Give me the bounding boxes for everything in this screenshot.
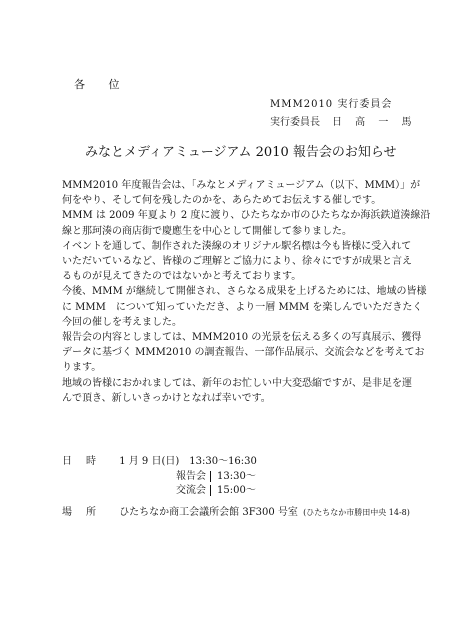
sender-name: 日 高 一 馬	[332, 117, 417, 128]
addressee: 各 位	[74, 78, 130, 91]
place-address: (ひたちなか市勝田中央 14-8)	[303, 508, 410, 517]
body-line: 何をやり、そして何を残したのかを、あらためてお伝えする催しです。	[62, 195, 382, 207]
body-line: 線と那珂湊の商店街で慶應生を中心として開催して参りました。	[62, 225, 352, 237]
session-name: 交流会	[176, 485, 206, 496]
body-line: 今後、MMM が継続して開催され、さらなる成果を上げるためには、地域の皆様	[62, 286, 427, 298]
body-line: MMM2010 年度報告会は、「みなとメディアミュージアム（以下、MMM）」が	[62, 180, 421, 191]
sender-line	[270, 113, 417, 128]
body-line: んで頂き、新しいきっかけとなれば幸いです。	[62, 392, 271, 404]
body-line: るものが見えてきたのではないかと考えております。	[62, 271, 302, 283]
body-line: MMM は 2009 年夏より 2 度に渡り、ひたちなか市のひたちなか海浜鉄道湊線沿	[62, 210, 431, 222]
organization-name: MMM2010 実行委員会	[270, 99, 393, 110]
body-line: イベントを通して、制作された湊線のオリジナル駅名標は今も皆様に受入れて	[62, 240, 412, 252]
body-line: 地域の皆様におかれましては、新年のお忙しい中大変恐縮ですが、是非足を運	[62, 377, 412, 389]
place-row	[62, 503, 410, 518]
session-time: 13:30～	[210, 471, 256, 482]
session-name: 報告会	[176, 471, 206, 482]
sender-title: 実行委員長	[270, 117, 320, 128]
body-line: 報告会の内容としましては、MMM2010 の光景を伝える多くの写真展示、獲得	[62, 332, 422, 344]
session-row	[176, 481, 256, 496]
place-value: ひたちなか商工会議所会館 3F300 号室	[119, 507, 298, 518]
body-line: ります。	[62, 362, 102, 374]
place-label: 場所	[62, 507, 110, 518]
date-row	[62, 452, 257, 467]
body-line: 今回の催しを考えました。	[62, 316, 182, 328]
body-text	[62, 178, 431, 406]
date-label: 日時	[62, 456, 110, 467]
body-line: データに基づく MMM2010 の調査報告、一部作品展示、交流会などを考えてお	[62, 347, 425, 359]
body-line: に MMM について知っていただき、より一層 MMM を楽しんでいただきたく	[62, 301, 423, 313]
session-row	[176, 467, 256, 482]
session-time: 15:00～	[210, 485, 256, 496]
date-value: 1 月 9 日(日) 13:30～16:30	[119, 456, 257, 467]
document-title: みなとメディアミュージアム 2010 報告会のお知らせ	[85, 145, 397, 160]
body-line: いただいているなど、皆様のご理解とご協力により、徐々にですが成果と言え	[62, 256, 412, 268]
